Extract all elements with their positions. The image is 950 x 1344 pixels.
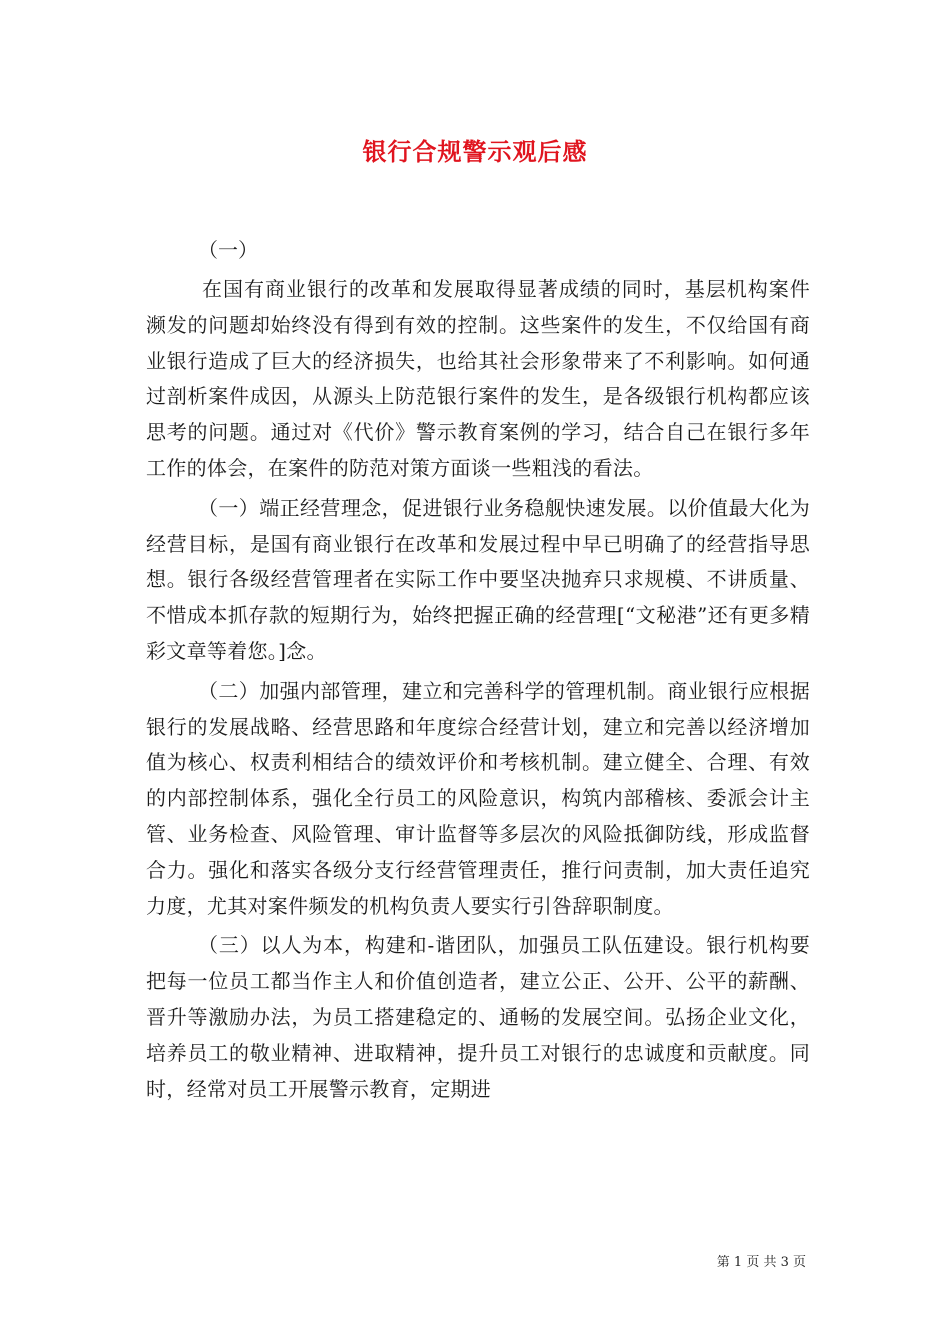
section-label: （一）	[198, 238, 258, 262]
page-number: 第 1 页 共 3 页	[716, 1255, 806, 1270]
paragraph-point-3: （三）以人为本，构建和-谐团队，加强员工队伍建设。银行机构要把每一位员工都当作主人和价值创造者，建立公正、公开、公平的薪酬、晋升等激励办法，为员工搭建稳定的、通畅的发展空间。弘扬企业文化，培养员工的敬业精神、进取精神，提升员工对银行的忠诚度和贡献度。同时，经常对员工开展警示教育，定期进	[146, 933, 810, 1101]
paragraph-point-1: （一）端正经营理念，促进银行业务稳舰快速发展。以价值最大化为经营目标，是国有商业银行在改革和发展过程中早已明确了的经营指导思想。银行各级经营管理者在实际工作中要坚决抛弃只求规模、不讲质量、不惜成本抓存款的短期行为，始终把握正确的经营理[“文秘港”还有更多精彩文章等着您。]念。	[146, 495, 810, 663]
page-title: 银行合规警示观后感	[362, 137, 588, 166]
document-body	[146, 232, 810, 1111]
paragraph-point-2: （二）加强内部管理，建立和完善科学的管理机制。商业银行应根据银行的发展战略、经营思路和年度综合经营计划，建立和完善以经济增加值为核心、权责利相结合的绩效评价和考核机制。建立健全、合理、有效的内部控制体系，强化全行员工的风险意识，构筑内部稽核、委派会计主管、业务检查、风险管理、审计监督等多层次的风险抵御防线，形成监督合力。强化和落实各级分支行经营管理责任，推行问责制，加大责任追究力度，尤其对案件频发的机构负责人要实行引咎辞职制度。	[146, 678, 810, 918]
paragraph-intro: 在国有商业银行的改革和发展取得显著成绩的同时，基层机构案件濒发的问题却始终没有得到有效的控制。这些案件的发生，不仅给国有商业银行造成了巨大的经济损失，也给其社会形象带来了不利影响。如何通过剖析案件成因，从源头上防范银行案件的发生，是各级银行机构都应该思考的问题。通过对《代价》警示教育案例的学习，结合自己在银行多年工作的体会，在案件的防范对策方面谈一些粗浅的看法。	[146, 277, 810, 480]
